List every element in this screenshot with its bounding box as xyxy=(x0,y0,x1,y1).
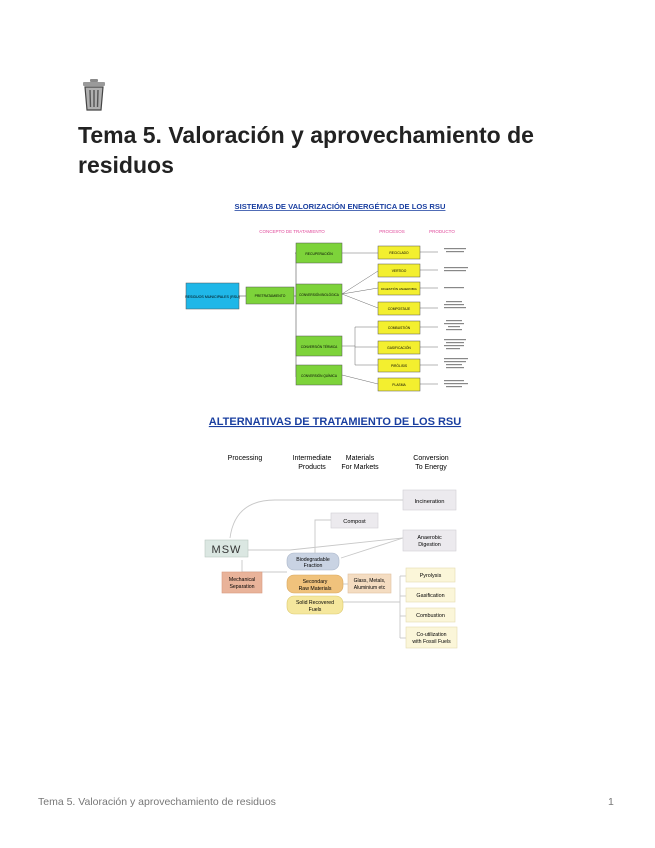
energy-valorization-diagram xyxy=(180,195,480,395)
srf-label-2: Fuels xyxy=(308,607,322,613)
page-number: 1 xyxy=(608,796,614,808)
header-materials: Materials xyxy=(345,455,375,462)
header-processing: Processing xyxy=(227,455,263,462)
treatment-label: CONVERSIÓN QUÍMICA xyxy=(301,374,337,378)
process-label: PLASMA xyxy=(392,383,406,387)
header-intermediate: Intermediate xyxy=(292,455,332,462)
page-footer xyxy=(0,796,655,816)
pretreatment-label: PRETRATAMIENTO xyxy=(254,294,286,298)
header-conversion-2: To Energy xyxy=(415,464,447,471)
process-label: GASIFICACIÓN xyxy=(387,346,411,350)
header-product: PRODUCTO xyxy=(429,229,455,234)
header-conversion: Conversion xyxy=(413,455,449,462)
coutilization-label-1: Co-utilization xyxy=(416,632,447,638)
gasification-label: Gasification xyxy=(416,593,445,599)
glass-label-1: Glass, Metals, xyxy=(353,578,386,584)
treatment-label: CONVERSIÓN BIOLÓGICA xyxy=(299,293,339,297)
msw-label: MSW xyxy=(211,544,242,556)
trash-can-icon xyxy=(80,77,108,113)
header-intermediate-2: Products xyxy=(298,464,326,471)
process-label: RECICLADO xyxy=(389,251,409,255)
process-label: VERTIDO xyxy=(391,269,407,273)
biodegradable-label-1: Biodegradable xyxy=(296,557,330,563)
process-label: COMPOSTAJE xyxy=(387,307,411,311)
anaerobic-label-1: Anaerobic xyxy=(417,535,442,541)
pyrolysis-label: Pyrolysis xyxy=(419,573,442,579)
coutilization-label-2: with Fossil Fuels xyxy=(412,639,451,645)
srf-label-1: Solid Recovered xyxy=(295,600,335,606)
secondary-label-1: Secondary xyxy=(302,579,328,585)
mechanical-label-2: Separation xyxy=(229,584,255,590)
figure1-title: SISTEMAS DE VALORIZACIÓN ENERGÉTICA DE LOS RSU xyxy=(234,202,446,211)
source-box-label: RESIDUOS MUNICIPALES (RSU) xyxy=(185,295,240,299)
treatment-alternatives-diagram xyxy=(195,410,480,655)
process-label: DIGESTIÓN ANAEROBIA xyxy=(381,287,417,291)
incineration-label: Incineration xyxy=(414,499,445,505)
biodegradable-label-2: Fraction xyxy=(303,563,323,569)
process-label: PIRÓLISIS xyxy=(390,364,408,368)
process-label: COMBUSTIÓN xyxy=(387,326,411,330)
page-title: Tema 5. Valoración y aprovechamiento de residuos xyxy=(78,122,534,178)
treatment-label: RECUPERACIÓN xyxy=(305,252,333,256)
glass-label-2: Aluminium etc xyxy=(353,585,386,591)
header-treatment: CONCEPTO DE TRATAMIENTO xyxy=(259,229,325,234)
combustion-label: Combustion xyxy=(416,613,445,619)
header-processes: PROCESOS xyxy=(379,229,405,234)
anaerobic-label-2: Digestion xyxy=(418,542,441,548)
compost-label: Compost xyxy=(343,519,366,525)
header-materials-2: For Markets xyxy=(341,464,379,471)
treatment-label: CONVERSIÓN TÉRMICA xyxy=(300,345,338,349)
mechanical-label-1: Mechanical xyxy=(228,577,256,583)
figure2-title: ALTERNATIVAS DE TRATAMIENTO DE LOS RSU xyxy=(208,416,462,428)
process-boxes xyxy=(378,246,420,391)
secondary-label-2: Raw Materials xyxy=(298,586,332,592)
footer-title: Tema 5. Valoración y aprovechamiento de residuos xyxy=(38,796,276,808)
